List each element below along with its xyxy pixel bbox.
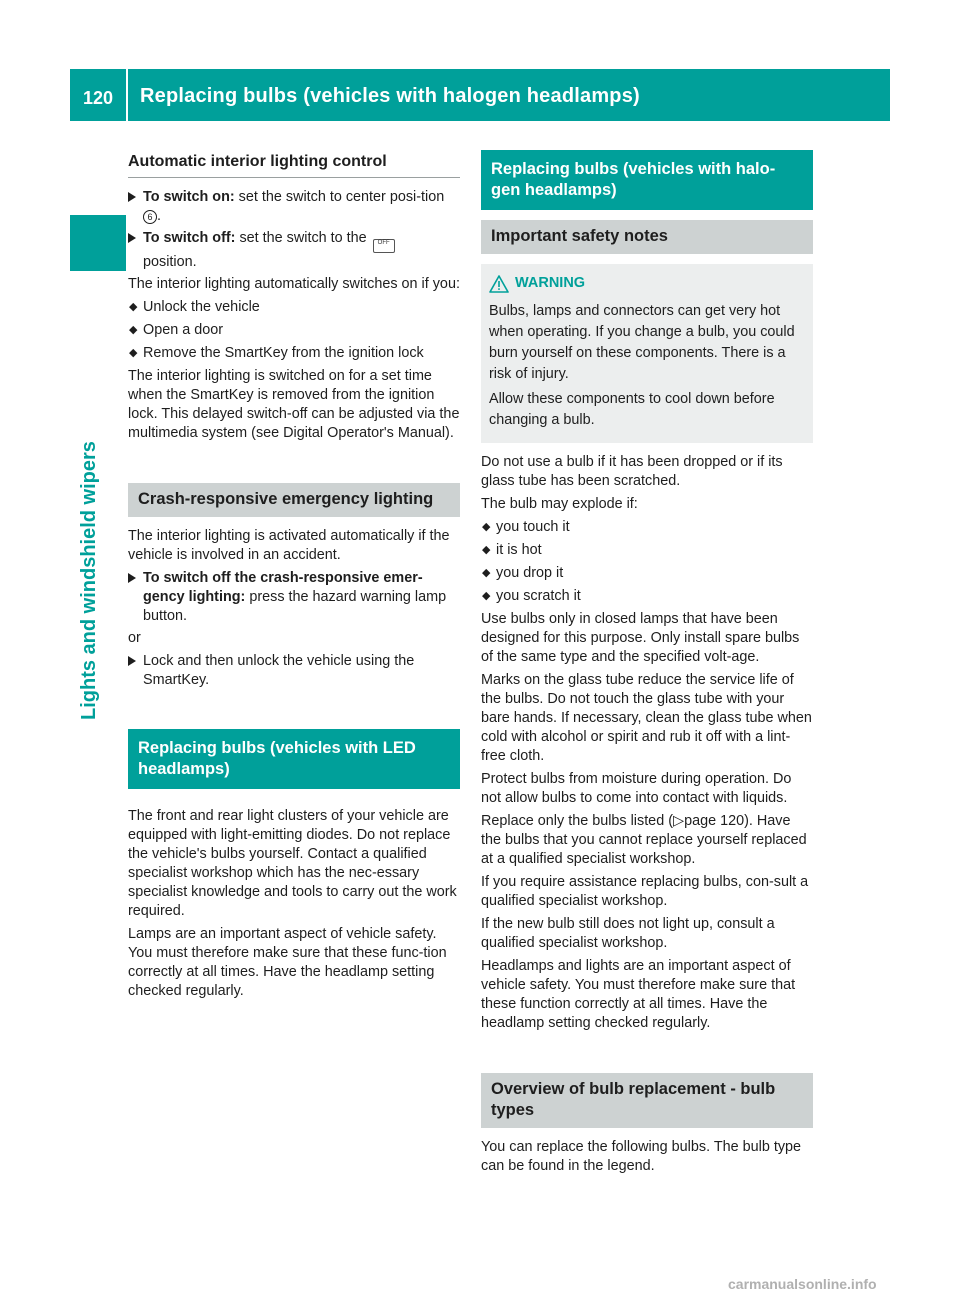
- paragraph: Replace only the bulbs listed (▷page 120). Have the bulbs that you cannot replace yourself replaced at a qualified specialist workshop.: [481, 813, 807, 867]
- step-arrow-icon: [128, 573, 136, 583]
- list-item: ◆ Unlock the vehicle: [129, 299, 260, 315]
- bullet-icon: ◆: [482, 521, 491, 533]
- page-ref-arrow-icon: ▷: [672, 813, 685, 829]
- page-number: 120: [82, 87, 114, 108]
- page-title: Replacing bulbs (vehicles with halogen headlamps): [140, 84, 640, 107]
- step-arrow-icon: [128, 192, 136, 202]
- paragraph: Headlamps and lights are an important aspect of vehicle safety. You must therefore make sure that these function correctly at all times. Have the headlamp setting checked regularly.: [481, 958, 796, 1031]
- bullet-icon: ◆: [129, 301, 138, 313]
- paragraph: If you require assistance replacing bulbs, con-sult a qualified specialist workshop.: [481, 874, 809, 909]
- left-column: [128, 150, 460, 1005]
- step-switch-off: To switch off: set the switch to the OFF position.: [128, 229, 460, 272]
- interior-light-off-icon: OFF: [373, 239, 395, 253]
- list-item: ◆ you drop it: [482, 565, 564, 581]
- paragraph: If the new bulb still does not light up, consult a qualified specialist workshop.: [481, 916, 775, 951]
- paragraph: The interior lighting is switched on for a set time when the SmartKey is removed from the ignition lock. This delayed switch-off can be adjusted via the multimedia system (see Digital Operator's Manual).: [128, 368, 460, 441]
- section-heading-crash-lighting: Crash-responsive emergency lighting: [128, 483, 460, 517]
- right-column: [481, 150, 813, 1180]
- warning-box: [481, 264, 813, 443]
- side-marker-block: [70, 215, 126, 271]
- section-heading-led-headlamps: Replacing bulbs (vehicles with LED headlamps): [128, 729, 460, 789]
- paragraph: Marks on the glass tube reduce the service life of the bulbs. Do not touch the glass tube with your bare hands. If necessary, clean the glass tube when cold with alcohol or spirit and rub it off with a lint-free cloth.: [481, 672, 812, 764]
- paragraph: The interior lighting is activated automatically if the vehicle is involved in an accident.: [128, 528, 450, 563]
- step-switch-on: To switch on: set the switch to center posi-tion 6 .: [128, 188, 460, 226]
- paragraph: Lamps are an important aspect of vehicle safety. You must therefore make sure that these func-tion correctly at all times. Have the headlamp setting checked regularly.: [128, 926, 447, 999]
- side-tab: [70, 441, 126, 720]
- warning-text: Allow these components to cool down before changing a bulb.: [489, 391, 775, 428]
- step-lock-unlock: Lock and then unlock the vehicle using the SmartKey.: [128, 652, 460, 690]
- page-header: [70, 69, 890, 121]
- warning-title: WARNING: [489, 274, 803, 293]
- paragraph: Use bulbs only in closed lamps that have been designed for this purpose. Only install spare bulbs of the same type and the specified volt-age.: [481, 611, 800, 665]
- step-arrow-icon: [128, 233, 136, 243]
- paragraph: The front and rear light clusters of your vehicle are equipped with light-emitting diodes. Do not replace the vehicle's bulbs yourself. Contact a qualified specialist workshop which has the nec-essary specialist knowledge and tools to carry out the work required.: [128, 808, 457, 919]
- bullet-icon: ◆: [482, 567, 491, 579]
- step-arrow-icon: [128, 656, 136, 666]
- list-item: ◆ it is hot: [482, 542, 542, 558]
- section-heading-interior-lighting: Automatic interior lighting control: [128, 150, 460, 178]
- section-heading-bulb-types: Overview of bulb replacement - bulb types: [481, 1073, 813, 1128]
- list-item: ◆ you touch it: [482, 519, 570, 535]
- paragraph: Do not use a bulb if it has been dropped or if its glass tube has been scratched.: [481, 454, 783, 489]
- bullet-icon: ◆: [482, 544, 491, 556]
- bullet-icon: ◆: [129, 347, 138, 359]
- subsection-heading-safety-notes: Important safety notes: [481, 220, 813, 254]
- warning-text: Bulbs, lamps and connectors can get very hot when operating. If you change a bulb, you could burn yourself on these components. There is a risk of injury.: [489, 303, 795, 382]
- section-heading-halogen-headlamps: Replacing bulbs (vehicles with halo-gen headlamps): [481, 150, 813, 210]
- list-item: ◆ Open a door: [129, 322, 224, 338]
- side-tab-label: Lights and windshield wipers: [78, 441, 100, 720]
- list-item: ◆ you scratch it: [482, 588, 581, 604]
- list-item: ◆ Remove the SmartKey from the ignition lock: [129, 345, 424, 361]
- warning-triangle-icon: [489, 275, 509, 293]
- watermark: carmanualsonline.info: [728, 1276, 877, 1292]
- or-text: or: [128, 630, 141, 646]
- circled-number-icon: 6: [143, 210, 157, 224]
- paragraph: The bulb may explode if:: [481, 496, 638, 512]
- page-ref-link[interactable]: page 120: [684, 813, 745, 829]
- bullet-icon: ◆: [129, 324, 138, 336]
- step-crash-lighting-off: To switch off the crash-responsive emer-gency lighting: press the hazard warning lamp button.: [128, 569, 460, 626]
- paragraph: The interior lighting automatically switches on if you:: [128, 276, 460, 292]
- paragraph: Protect bulbs from moisture during operation. Do not allow bulbs to come into contact with liquids.: [481, 771, 792, 806]
- paragraph: You can replace the following bulbs. The bulb type can be found in the legend.: [481, 1139, 802, 1174]
- bullet-icon: ◆: [482, 590, 491, 602]
